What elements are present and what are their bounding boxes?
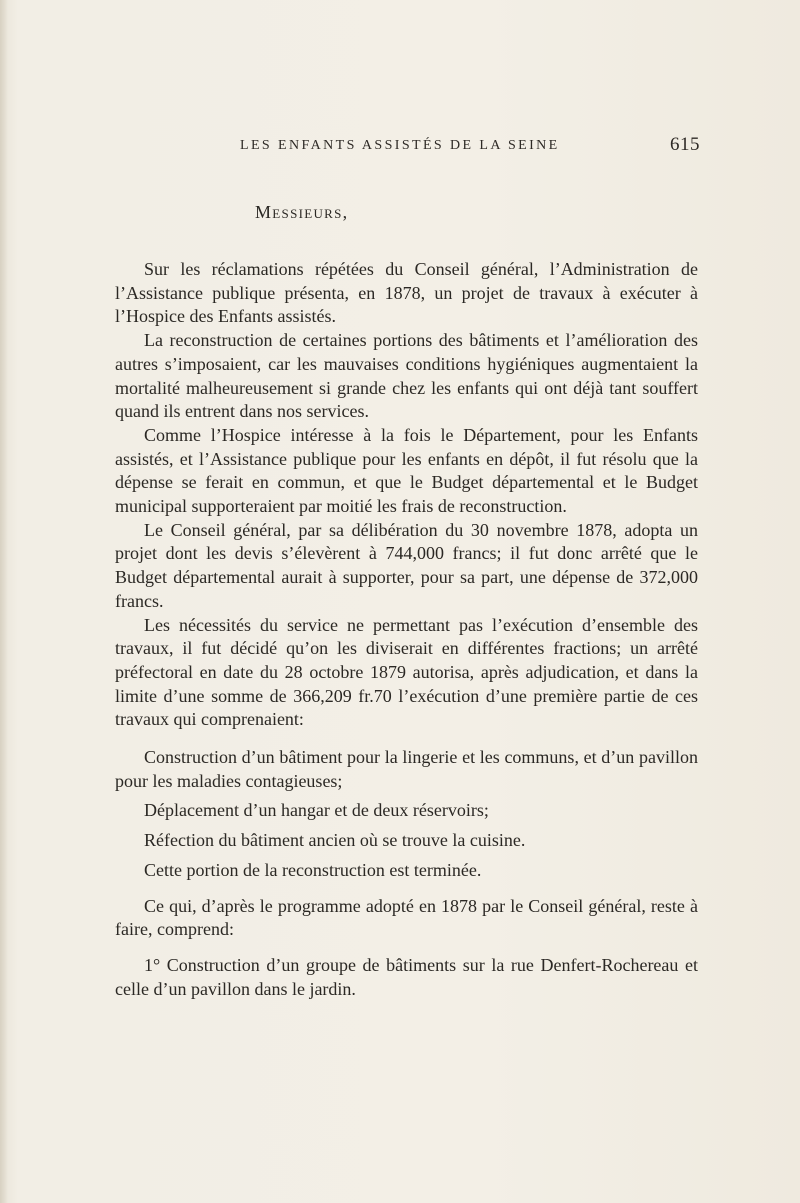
page-number: 615 [670,134,700,155]
paragraph-4: Le Conseil général, par sa délibération du 30 novembre 1878, adopta un projet dont les devis s’élevèrent à 744,000 francs; il fut donc arrêté que le Budget départemental aurait à supporter, pour sa part, une dépense de 372,000 francs. [115,519,698,611]
list-item-denfert-rochereau: 1° Construction d’un groupe de bâtiments sur la rue Denfert-Rochereau et celle d’un pavillon dans le jardin. [115,954,698,999]
paragraph-reste-a-faire: Ce qui, d’après le programme adopté en 1878 par le Conseil général, reste à faire, comprend: [115,895,698,940]
paragraph-5: Les nécessités du service ne permettant pas l’exécution d’ensemble des travaux, il fut décidé qu’on les diviserait en différentes fractions; un arrêté préfectoral en date du 28 octobre 1879 autorisa, après adjudication, et dans la limite d’une somme de 366,209 fr.70 l’exécution d’une première partie de ces travaux qui comprenaient: [115,614,698,730]
salutation: Messieurs, [255,202,349,222]
list-item-hangar: Déplacement d’un hangar et de deux réservoirs; [144,800,489,821]
page-gutter-shadow [0,0,8,1203]
paragraph-3: Comme l’Hospice intéresse à la fois le Département, pour les Enfants assistés, et l’Assistance publique pour les enfants en dépôt, il fut résolu que la dépense se ferait en commun, et que le Budget départemental et le Budget municipal supporteraient par moitié les frais de reconstruction. [115,424,698,517]
list-item-cuisine: Réfection du bâtiment ancien où se trouve la cuisine. [144,830,526,851]
paragraph-1: Sur les réclamations répétées du Conseil général, l’Administration de l’Assistance publique présenta, en 1878, un projet de travaux à exécuter à l’Hospice des Enfants assistés. [115,259,698,327]
paragraph-2: La reconstruction de certaines portions des bâtiments et l’amélioration des autres s’imposaient, car les mauvaises conditions hygiéniques augmentaient la mortalité malheureusement si grande chez les enfants qui ont déjà tant souffert quand ils entrent dans nos services. [115,330,698,422]
list-item-lingerie: Construction d’un bâtiment pour la lingerie et les communs, et d’un pavillon pour les maladies contagieuses; [115,747,698,791]
paragraph-terminee: Cette portion de la reconstruction est terminée. [144,859,482,880]
body-text [115,258,698,1001]
running-head [240,136,700,158]
running-head-title: LES ENFANTS ASSISTÉS DE LA SEINE [240,138,560,153]
